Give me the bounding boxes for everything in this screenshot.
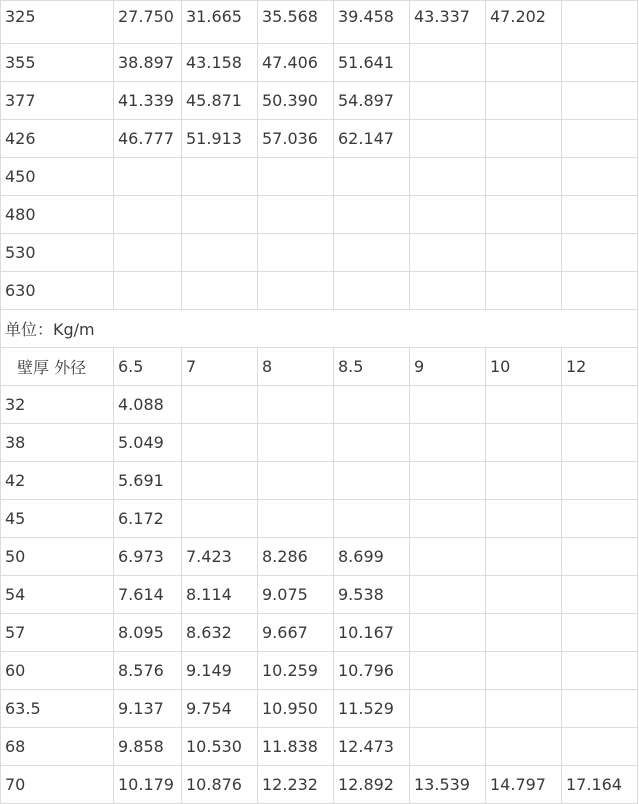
weight-cell xyxy=(562,538,638,576)
weight-cell xyxy=(334,462,410,500)
weight-cell xyxy=(562,500,638,538)
table-row xyxy=(1,538,638,576)
weight-cell: 12.892 xyxy=(334,766,410,804)
weight-cell: 6.973 xyxy=(114,538,182,576)
wall-thickness-header: 6.5 xyxy=(114,348,182,386)
weight-cell: 9.667 xyxy=(258,614,334,652)
weight-cell xyxy=(410,690,486,728)
weight-cell: 9.075 xyxy=(258,576,334,614)
weight-cell: 10.179 xyxy=(114,766,182,804)
outer-diameter-cell: 32 xyxy=(1,386,114,424)
weight-cell: 43.158 xyxy=(182,44,258,82)
weight-cell: 47.202 xyxy=(486,1,562,44)
weight-cell xyxy=(562,44,638,82)
weight-cell: 5.049 xyxy=(114,424,182,462)
weight-cell xyxy=(410,652,486,690)
outer-diameter-cell: 450 xyxy=(1,158,114,196)
weight-cell xyxy=(258,462,334,500)
weight-cell xyxy=(410,538,486,576)
weight-cell xyxy=(410,424,486,462)
weight-cell: 7.423 xyxy=(182,538,258,576)
weight-cell xyxy=(486,234,562,272)
table-row xyxy=(1,120,638,158)
weight-cell: 51.641 xyxy=(334,44,410,82)
header-row xyxy=(1,348,638,386)
weight-cell xyxy=(334,158,410,196)
weight-cell: 9.149 xyxy=(182,652,258,690)
weight-cell xyxy=(114,272,182,310)
weight-cell: 8.632 xyxy=(182,614,258,652)
weight-cell: 5.691 xyxy=(114,462,182,500)
weight-cell: 17.164 xyxy=(562,766,638,804)
weight-cell xyxy=(562,614,638,652)
weight-cell xyxy=(258,158,334,196)
table-row xyxy=(1,614,638,652)
weight-cell xyxy=(182,234,258,272)
weight-cell xyxy=(258,386,334,424)
weight-cell xyxy=(562,1,638,44)
weight-cell xyxy=(486,462,562,500)
weight-cell xyxy=(562,576,638,614)
weight-cell xyxy=(410,728,486,766)
outer-diameter-cell: 377 xyxy=(1,82,114,120)
weight-cell xyxy=(486,386,562,424)
weight-cell xyxy=(258,196,334,234)
unit-row-filler xyxy=(114,310,638,348)
weight-cell xyxy=(486,272,562,310)
weight-cell: 10.167 xyxy=(334,614,410,652)
outer-diameter-cell: 68 xyxy=(1,728,114,766)
table-row xyxy=(1,158,638,196)
weight-cell xyxy=(486,538,562,576)
weight-cell xyxy=(410,82,486,120)
wall-thickness-header: 9 xyxy=(410,348,486,386)
weight-cell xyxy=(182,196,258,234)
weight-cell xyxy=(562,424,638,462)
wall-thickness-header: 8 xyxy=(258,348,334,386)
table-row xyxy=(1,44,638,82)
weight-cell xyxy=(486,652,562,690)
weight-cell: 38.897 xyxy=(114,44,182,82)
wall-thickness-header: 8.5 xyxy=(334,348,410,386)
weight-cell xyxy=(562,196,638,234)
weight-cell xyxy=(562,462,638,500)
weight-cell: 12.232 xyxy=(258,766,334,804)
outer-diameter-cell: 480 xyxy=(1,196,114,234)
weight-cell xyxy=(182,158,258,196)
outer-diameter-cell: 355 xyxy=(1,44,114,82)
weight-cell xyxy=(562,652,638,690)
weight-cell xyxy=(486,728,562,766)
weight-cell xyxy=(114,196,182,234)
weight-cell xyxy=(114,234,182,272)
outer-diameter-cell: 42 xyxy=(1,462,114,500)
corner-header-cell: 壁厚 外径 xyxy=(1,348,114,386)
weight-cell xyxy=(486,44,562,82)
outer-diameter-cell: 54 xyxy=(1,576,114,614)
table-row xyxy=(1,690,638,728)
weight-cell: 14.797 xyxy=(486,766,562,804)
outer-diameter-cell: 60 xyxy=(1,652,114,690)
outer-diameter-cell: 38 xyxy=(1,424,114,462)
wall-thickness-header: 10 xyxy=(486,348,562,386)
weight-cell xyxy=(410,44,486,82)
weight-cell: 6.172 xyxy=(114,500,182,538)
weight-cell xyxy=(258,424,334,462)
weight-cell xyxy=(182,500,258,538)
weight-cell: 45.871 xyxy=(182,82,258,120)
weight-cell xyxy=(182,462,258,500)
outer-diameter-cell: 70 xyxy=(1,766,114,804)
weight-cell: 11.529 xyxy=(334,690,410,728)
table-row xyxy=(1,234,638,272)
outer-diameter-cell: 426 xyxy=(1,120,114,158)
table-row xyxy=(1,272,638,310)
table-row xyxy=(1,500,638,538)
weight-cell xyxy=(334,500,410,538)
weight-cell xyxy=(258,500,334,538)
weight-cell xyxy=(410,500,486,538)
weight-cell xyxy=(182,424,258,462)
table-row xyxy=(1,424,638,462)
weight-cell xyxy=(562,690,638,728)
weight-cell: 46.777 xyxy=(114,120,182,158)
weight-cell xyxy=(258,234,334,272)
table-row xyxy=(1,766,638,804)
weight-cell xyxy=(334,196,410,234)
weight-cell xyxy=(410,234,486,272)
outer-diameter-cell: 530 xyxy=(1,234,114,272)
weight-cell xyxy=(562,234,638,272)
weight-cell: 9.754 xyxy=(182,690,258,728)
weight-cell: 31.665 xyxy=(182,1,258,44)
weight-cell xyxy=(334,272,410,310)
weight-cell xyxy=(486,576,562,614)
weight-cell xyxy=(410,576,486,614)
weight-cell: 8.576 xyxy=(114,652,182,690)
weight-cell: 10.876 xyxy=(182,766,258,804)
weight-cell: 13.539 xyxy=(410,766,486,804)
weight-cell: 12.473 xyxy=(334,728,410,766)
weight-cell xyxy=(486,158,562,196)
weight-cell xyxy=(562,82,638,120)
wall-thickness-header: 12 xyxy=(562,348,638,386)
weight-cell: 10.530 xyxy=(182,728,258,766)
weight-cell xyxy=(182,386,258,424)
weight-cell: 9.858 xyxy=(114,728,182,766)
weight-cell xyxy=(486,424,562,462)
weight-cell: 54.897 xyxy=(334,82,410,120)
weight-cell xyxy=(182,272,258,310)
table-row xyxy=(1,728,638,766)
weight-cell xyxy=(410,614,486,652)
weight-cell xyxy=(562,158,638,196)
table-row xyxy=(1,462,638,500)
weight-cell xyxy=(334,424,410,462)
unit-row xyxy=(1,310,638,348)
weight-cell: 10.796 xyxy=(334,652,410,690)
weight-cell: 8.699 xyxy=(334,538,410,576)
weight-cell: 50.390 xyxy=(258,82,334,120)
weight-cell xyxy=(334,234,410,272)
weight-cell: 4.088 xyxy=(114,386,182,424)
outer-diameter-cell: 325 xyxy=(1,1,114,44)
weight-cell xyxy=(410,462,486,500)
weight-cell: 10.259 xyxy=(258,652,334,690)
unit-label: 单位：Kg/m xyxy=(1,310,114,348)
weight-cell xyxy=(486,690,562,728)
weight-cell xyxy=(410,272,486,310)
weight-cell: 62.147 xyxy=(334,120,410,158)
weight-cell xyxy=(486,500,562,538)
weight-cell: 43.337 xyxy=(410,1,486,44)
weight-cell xyxy=(410,196,486,234)
weight-cell xyxy=(562,386,638,424)
weight-cell: 9.538 xyxy=(334,576,410,614)
weight-cell: 8.286 xyxy=(258,538,334,576)
weight-cell: 11.838 xyxy=(258,728,334,766)
outer-diameter-cell: 630 xyxy=(1,272,114,310)
weight-cell xyxy=(258,272,334,310)
weight-cell: 57.036 xyxy=(258,120,334,158)
weight-cell xyxy=(410,158,486,196)
weight-cell xyxy=(562,728,638,766)
weight-cell: 9.137 xyxy=(114,690,182,728)
outer-diameter-cell: 63.5 xyxy=(1,690,114,728)
weight-cell xyxy=(562,272,638,310)
weight-cell xyxy=(410,386,486,424)
outer-diameter-cell: 45 xyxy=(1,500,114,538)
weight-cell: 41.339 xyxy=(114,82,182,120)
weight-cell: 7.614 xyxy=(114,576,182,614)
table-row xyxy=(1,1,638,44)
weight-cell xyxy=(486,120,562,158)
weight-cell xyxy=(486,82,562,120)
table-row xyxy=(1,82,638,120)
weight-cell: 8.095 xyxy=(114,614,182,652)
table-row xyxy=(1,386,638,424)
weight-cell xyxy=(486,196,562,234)
weight-cell xyxy=(486,614,562,652)
weight-cell: 47.406 xyxy=(258,44,334,82)
weight-cell xyxy=(114,158,182,196)
table-row xyxy=(1,576,638,614)
weight-cell: 39.458 xyxy=(334,1,410,44)
weight-cell xyxy=(334,386,410,424)
outer-diameter-cell: 57 xyxy=(1,614,114,652)
table-row xyxy=(1,652,638,690)
weight-cell xyxy=(410,120,486,158)
outer-diameter-cell: 50 xyxy=(1,538,114,576)
table-row xyxy=(1,196,638,234)
weight-cell: 35.568 xyxy=(258,1,334,44)
weight-cell: 10.950 xyxy=(258,690,334,728)
weight-cell: 51.913 xyxy=(182,120,258,158)
weight-cell: 27.750 xyxy=(114,1,182,44)
wall-thickness-header: 7 xyxy=(182,348,258,386)
weight-cell xyxy=(562,120,638,158)
weight-cell: 8.114 xyxy=(182,576,258,614)
